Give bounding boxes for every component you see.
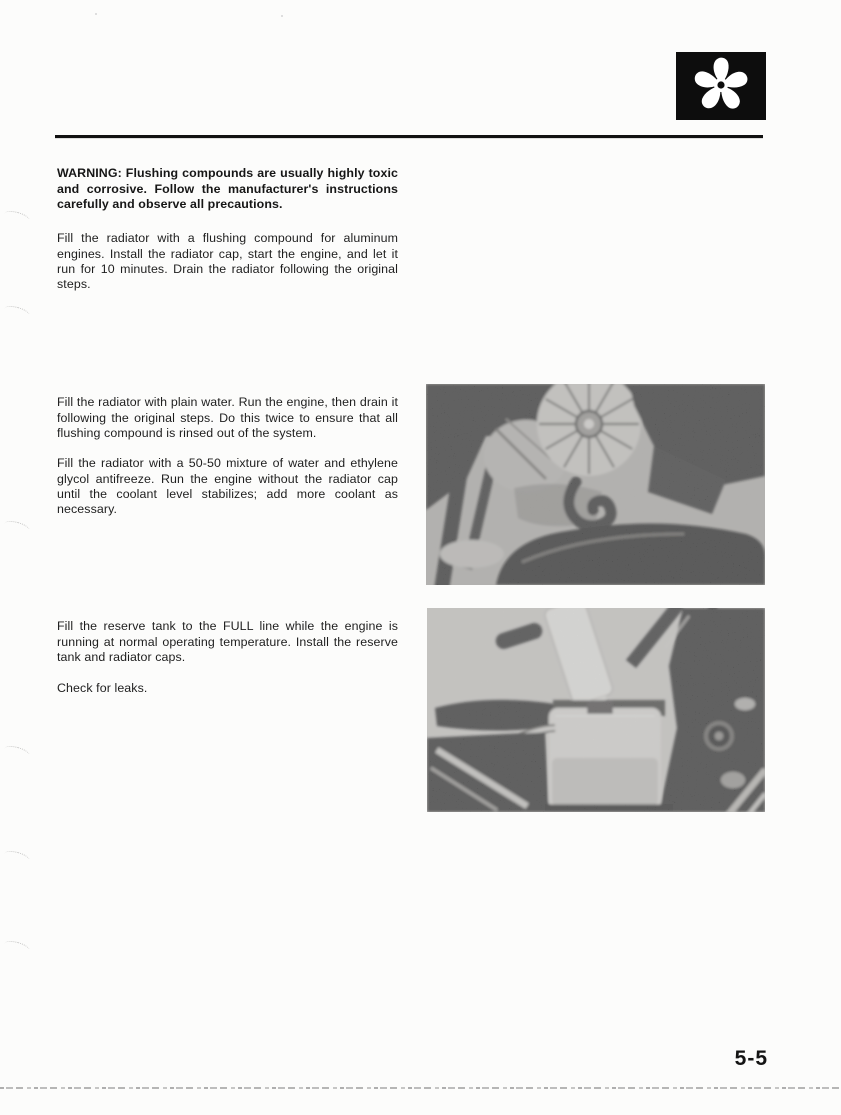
draining-coolant-photo (426, 384, 765, 585)
scan-artifact (3, 849, 31, 866)
paragraph-check-leaks: Check for leaks. (57, 681, 148, 696)
scan-artifact (3, 744, 31, 761)
scan-speck (281, 15, 283, 17)
reserve-tank-filling-photo (427, 608, 765, 812)
paragraph-coolant-mixture: Fill the radiator with a 50-50 mixture of water and ethylene glycol antifreeze. Run the engine without the radiator cap until the coolant level stabilizes; add more coolant as necessary. (57, 456, 398, 517)
paragraph-flushing-compound: Fill the radiator with a flushing compound for aluminum engines. Install the radiator cap, start the engine, and let it run for 10 minutes. Drain the radiator following the original steps. (57, 231, 398, 292)
draining-coolant-photo-art (426, 384, 765, 585)
page-edge-scan-line (0, 1087, 841, 1089)
scan-artifact (3, 519, 31, 536)
paragraph-reserve-tank: Fill the reserve tank to the FULL line while the engine is running at normal operating temperature. Install the reserve tank and radiator caps. (57, 619, 398, 664)
reserve-tank-filling-photo-art (427, 608, 765, 812)
header-rule (55, 135, 763, 138)
scan-artifact (3, 209, 31, 226)
warning-text: WARNING: Flushing compounds are usually highly toxic and corrosive. Follow the manufacturer's instructions carefully and observe all precautions. (57, 166, 398, 211)
scan-speck (95, 13, 97, 15)
page-number: 5-5 (734, 1047, 768, 1070)
scan-artifact (3, 939, 31, 956)
scan-artifact (3, 304, 31, 321)
chapter-icon-box (676, 52, 766, 120)
cooling-fan-icon (676, 52, 766, 120)
paragraph-plain-water: Fill the radiator with plain water. Run the engine, then drain it following the original steps. Do this twice to ensure that all flushing compound is rinsed out of the system. (57, 395, 398, 440)
